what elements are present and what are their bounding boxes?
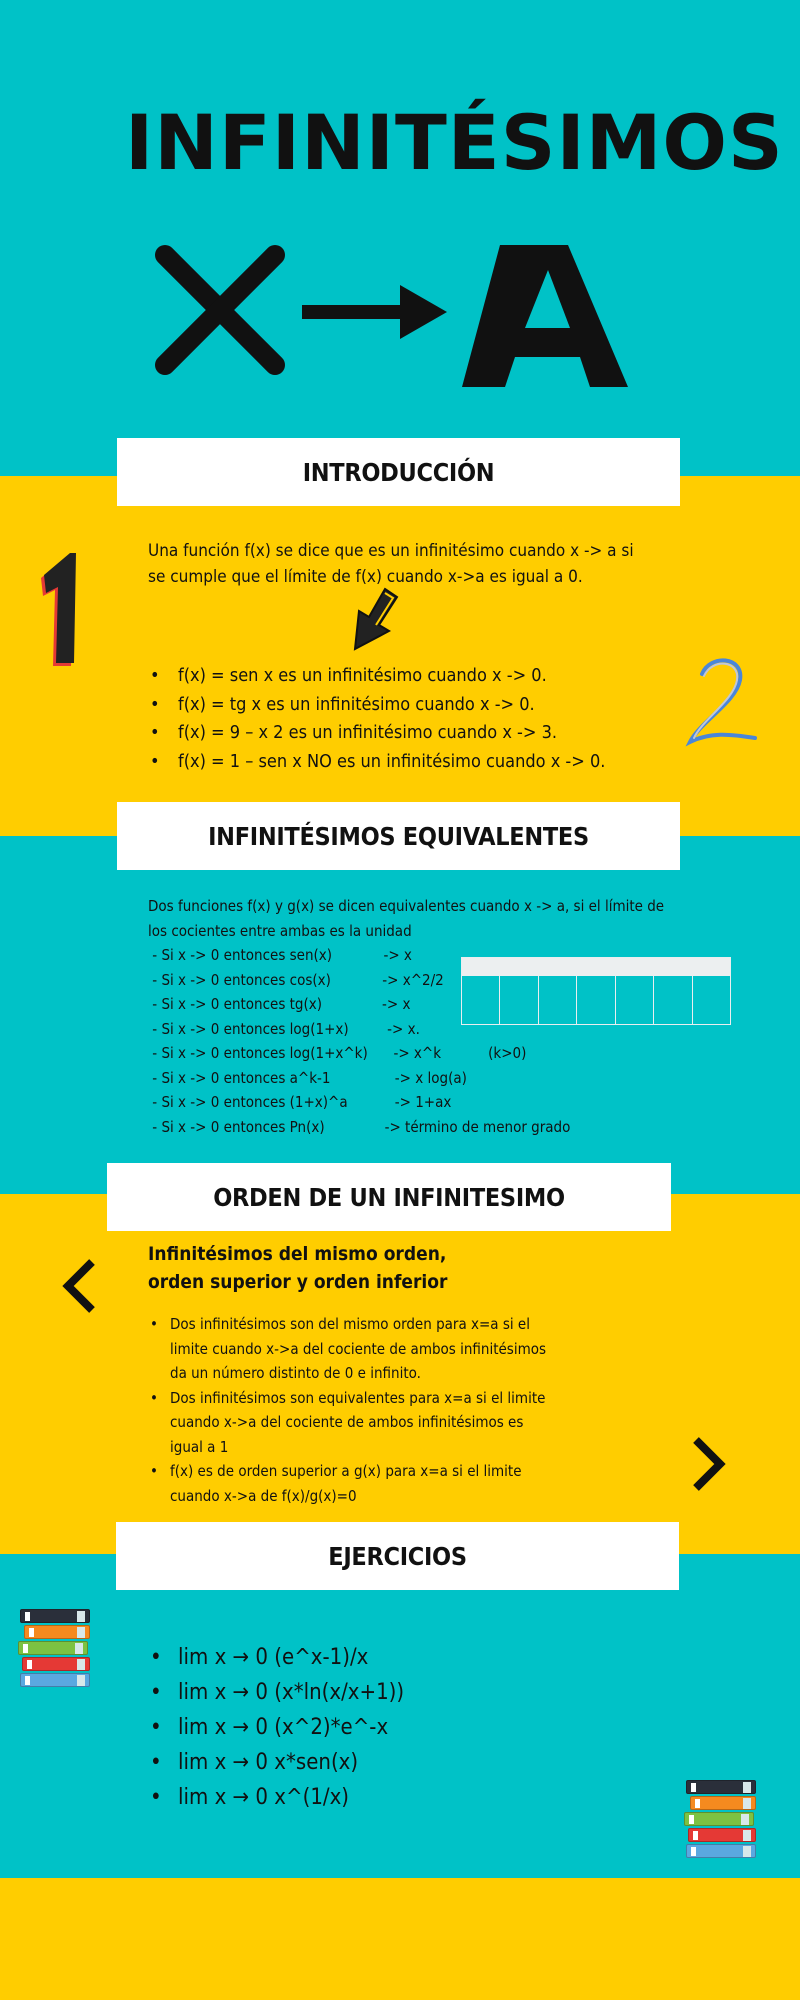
equivalence-line: - Si x -> 0 entonces log(1+x) -> x.	[148, 1019, 420, 1038]
table-row	[462, 976, 730, 1025]
list-item: • lim x → 0 (e^x-1)/x	[148, 1640, 548, 1675]
list-item: • Dos infinitésimos son del mismo orden para x=a si el limite cuando x->a del cociente de ambos infinitésimos da un número distinto de 0 e infinito.	[148, 1312, 558, 1386]
chevron-right-icon[interactable]	[688, 1436, 728, 1492]
orden-subtitle: Infinitésimos del mismo orden, orden superior y orden inferior	[148, 1243, 448, 1293]
equivalence-line: - Si x -> 0 entonces cos(x) -> x^2/2	[148, 970, 444, 989]
intro-heading: INTRODUCCIÓN	[302, 457, 495, 487]
orden-list	[148, 1312, 558, 1508]
x-tends-to-a-graphic	[150, 245, 630, 395]
equivalence-line: - Si x -> 0 entonces Pn(x) -> término de menor grado	[148, 1117, 571, 1136]
orden-heading: ORDEN DE UN INFINITESIMO	[213, 1182, 565, 1212]
list-item: • lim x → 0 (x^2)*e^-x	[148, 1710, 548, 1745]
intro-heading-box	[117, 438, 680, 506]
list-item: • f(x) = tg x es un infinitésimo cuando x -> 0.	[148, 691, 668, 720]
list-item: • lim x → 0 x^(1/x)	[148, 1780, 548, 1815]
list-item: • f(x) = 9 – x 2 es un infinitésimo cuando x -> 3.	[148, 719, 668, 748]
number-one-icon	[30, 545, 90, 670]
number-two-icon	[680, 652, 760, 752]
equivalence-line: - Si x -> 0 entonces (1+x)^a -> 1+ax	[148, 1093, 452, 1111]
equivalentes-heading-box	[117, 802, 680, 870]
list-item: • f(x) = sen x es un infinitésimo cuando x -> 0.	[148, 662, 668, 691]
list-item: • Dos infinitésimos son equivalentes para x=a si el limite cuando x->a del cociente de ambos infinitésimos es igual a 1	[148, 1386, 558, 1460]
down-arrow-icon	[345, 585, 405, 655]
orden-heading-box	[107, 1163, 671, 1231]
page-title: INFINITÉSIMOS	[125, 98, 784, 187]
books-stack-icon	[18, 1609, 92, 1693]
list-item: • f(x) es de orden superior a g(x) para x=a si el limite cuando x->a de f(x)/g(x)=0	[148, 1459, 558, 1508]
empty-table	[461, 957, 731, 1025]
equivalentes-heading: INFINITÉSIMOS EQUIVALENTES	[208, 821, 589, 851]
header-band	[0, 0, 800, 476]
footer-band	[0, 1878, 800, 2000]
equivalence-line: - Si x -> 0 entonces log(1+x^k) -> x^k (k>0)	[148, 1044, 527, 1062]
equivalence-line: - Si x -> 0 entonces tg(x) -> x	[148, 995, 411, 1013]
equivalence-line: - Si x -> 0 entonces sen(x) -> x	[148, 946, 412, 964]
list-item: • f(x) = 1 – sen x NO es un infinitésimo cuando x -> 0.	[148, 748, 668, 777]
chevron-left-icon[interactable]	[60, 1258, 100, 1314]
ejercicios-heading: EJERCICIOS	[328, 1541, 467, 1571]
intro-text: Una función f(x) se dice que es un infinitésimo cuando x -> a si se cumple que el límite de f(x) cuando x->a es igual a 0.	[148, 541, 634, 587]
ejercicios-heading-box	[116, 1522, 679, 1590]
books-stack-icon	[684, 1780, 758, 1864]
list-item: • lim x → 0 x*sen(x)	[148, 1745, 548, 1780]
equivalence-line: - Si x -> 0 entonces a^k-1 -> x log(a)	[148, 1068, 467, 1087]
equivalentes-text: Dos funciones f(x) y g(x) se dicen equivalentes cuando x -> a, si el límite de los cocientes entre ambas es la unidad	[148, 897, 665, 940]
x-symbol-icon	[165, 255, 275, 365]
intro-list	[148, 662, 668, 776]
table-header-row	[462, 958, 730, 976]
ejercicios-list	[148, 1640, 548, 1815]
right-arrow-icon	[302, 285, 447, 339]
list-item: • lim x → 0 (x*ln(x/x+1))	[148, 1675, 548, 1710]
